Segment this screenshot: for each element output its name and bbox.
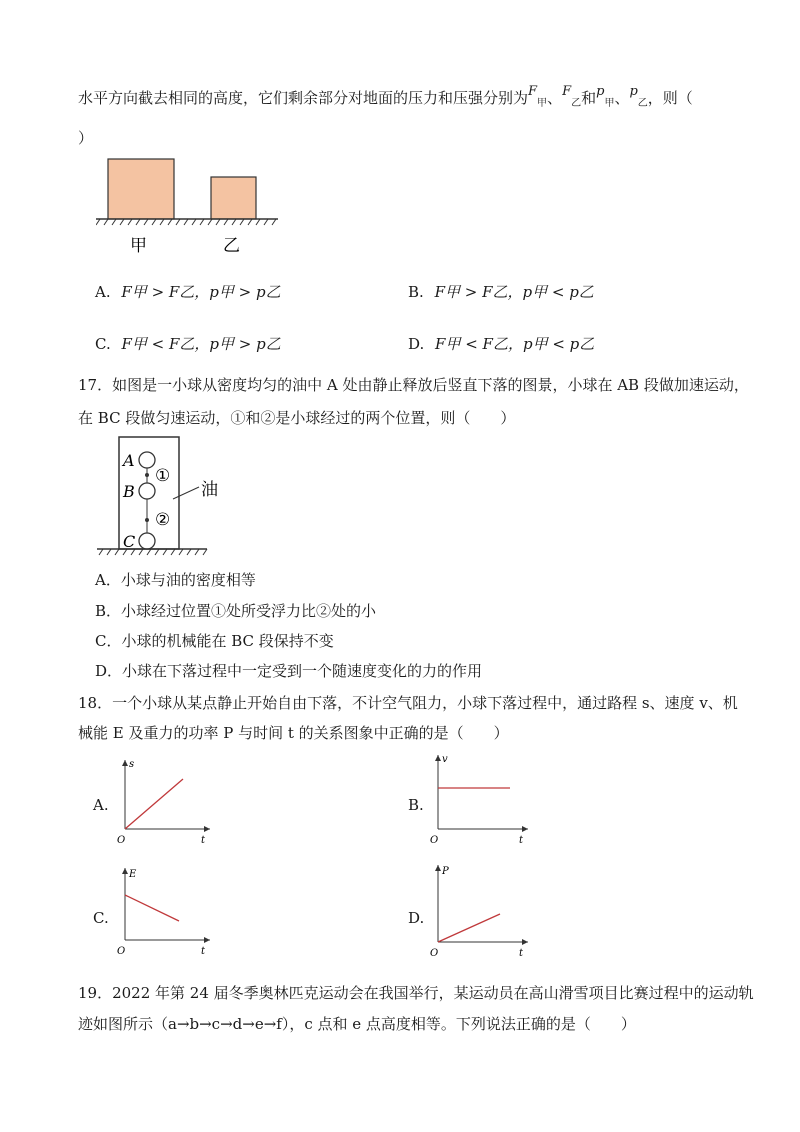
- q17-option-d[interactable]: D．小球在下落过程中一定受到一个随速度变化的力的作用: [95, 662, 483, 680]
- svg-text:E: E: [129, 869, 137, 880]
- ball-a: [139, 452, 155, 468]
- ball-c: [139, 533, 155, 549]
- q18-stem-line2: 械能 E 及重力的功率 P 与时间 t 的关系图象中正确的是（ ）: [78, 724, 509, 742]
- svg-text:t: t: [519, 948, 524, 957]
- q18-option-a-letter[interactable]: A.: [93, 796, 109, 814]
- ground-hatch: [96, 219, 276, 225]
- q16-option-a[interactable]: A. F甲 > F乙，p甲 > p乙: [95, 283, 281, 301]
- block-yi: [211, 177, 256, 219]
- label-b: B: [123, 482, 135, 501]
- p-yi-symbol: $p_乙$: [629, 84, 648, 109]
- q18-option-c-letter[interactable]: C.: [93, 909, 109, 927]
- svg-text:O: O: [430, 948, 439, 957]
- q16-stem-line1: 水平方向截去相同的高度，它们剩余部分对地面的压力和压强分别为$F_甲$、$F_乙$和$p_甲$、$p_乙$，则（: [78, 84, 693, 109]
- svg-text:O: O: [430, 835, 439, 846]
- graph-a-curve: [125, 779, 183, 829]
- q18-stem-line1: 18．一个小球从某点静止开始自由下落，不计空气阻力，小球下落过程中，通过路程 s、速度 v、机: [78, 694, 738, 712]
- p-jia-symbol: $p_甲$: [596, 84, 615, 109]
- ball-b: [139, 483, 155, 499]
- label-jia: 甲: [130, 236, 147, 255]
- label-yi: 乙: [223, 236, 240, 255]
- svg-text:t: t: [201, 946, 206, 957]
- q16-option-c[interactable]: C. F甲 < F乙，p甲 > p乙: [95, 335, 281, 353]
- q17-figure: [95, 435, 265, 565]
- q16-stem-text: 水平方向截去相同的高度，它们剩余部分对地面的压力和压强分别为: [78, 89, 529, 107]
- q19-stem-line1: 19．2022 年第 24 届冬季奥林匹克运动会在我国举行，某运动员在高山滑雪项目比赛过程中的运动轨: [78, 984, 754, 1002]
- label-position-2: ②: [155, 510, 171, 530]
- svg-text:P: P: [442, 866, 449, 877]
- q18-graph-a[interactable]: [115, 757, 215, 852]
- q19-stem-line2: 迹如图所示（a→b→c→d→e→f），c 点和 e 点高度相等。下列说法正确的是（ ）: [78, 1015, 636, 1033]
- q16-option-b[interactable]: B. F甲 > F乙，p甲 < p乙: [408, 283, 594, 301]
- q18-option-b-letter[interactable]: B.: [408, 796, 424, 814]
- q17-option-a[interactable]: A．小球与油的密度相等: [95, 571, 256, 589]
- label-c: C: [123, 532, 136, 551]
- oil-pointer: [173, 487, 199, 499]
- svg-text:t: t: [519, 835, 524, 846]
- f-yi-symbol: $F_乙$: [562, 84, 582, 109]
- svg-text:v: v: [442, 754, 448, 765]
- label-a: A: [123, 451, 135, 470]
- q18-graph-c[interactable]: [115, 865, 215, 960]
- q18-graph-d[interactable]: [428, 862, 538, 957]
- graph-c-curve: [125, 895, 179, 921]
- q17-stem-line1: 17．如图是一小球从密度均匀的油中 A 处由静止释放后竖直下落的图景，小球在 AB 段做加速运动，: [78, 376, 749, 394]
- q17-option-b[interactable]: B．小球经过位置①处所受浮力比②处的小: [95, 602, 377, 620]
- q17-option-c[interactable]: C．小球的机械能在 BC 段保持不变: [95, 632, 334, 650]
- svg-text:t: t: [201, 835, 206, 846]
- label-oil: 油: [201, 480, 218, 500]
- block-jia: [108, 159, 174, 219]
- f-jia-symbol: $F_甲$: [528, 84, 548, 109]
- svg-text:s: s: [129, 759, 135, 770]
- q18-option-d-letter[interactable]: D.: [408, 909, 425, 927]
- q16-stem-line2: ）: [78, 129, 94, 147]
- q16-figure: [96, 155, 296, 255]
- q17-stem-line2: 在 BC 段做匀速运动，①和②是小球经过的两个位置，则（ ）: [78, 409, 516, 427]
- q18-graph-b[interactable]: [428, 752, 538, 847]
- label-position-1: ①: [155, 466, 171, 486]
- graph-d-curve: [438, 914, 500, 942]
- svg-text:O: O: [117, 946, 126, 957]
- svg-text:O: O: [117, 835, 126, 846]
- q16-option-d[interactable]: D. F甲 < F乙，p甲 < p乙: [408, 335, 595, 353]
